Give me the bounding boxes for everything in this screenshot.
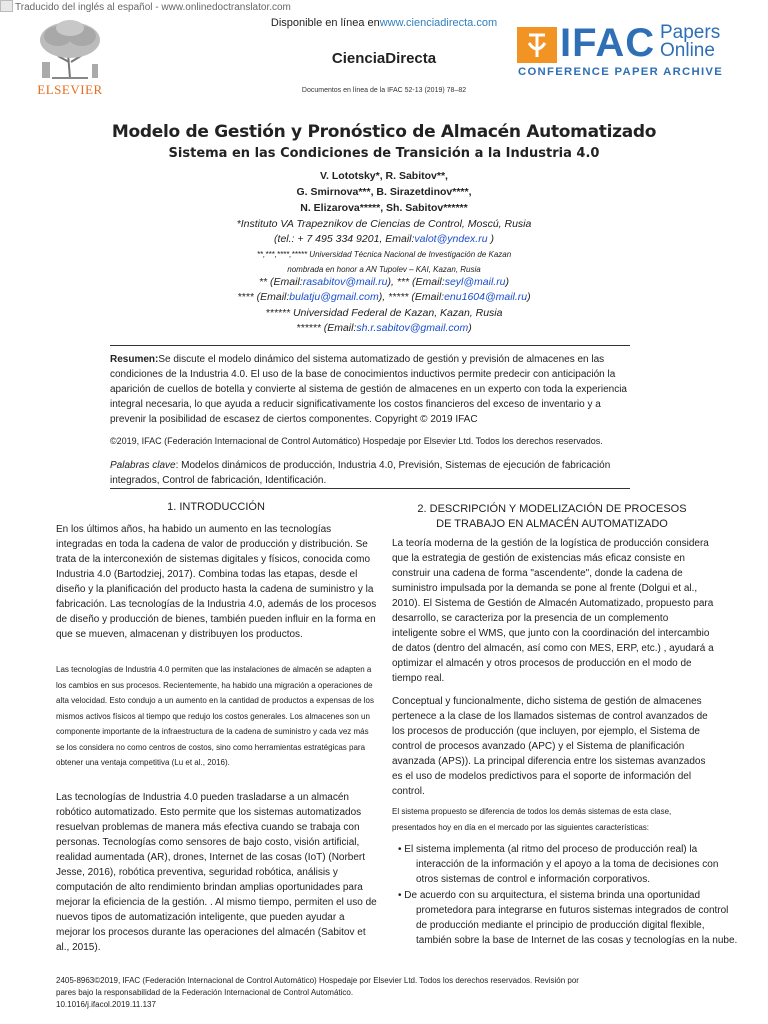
email-link[interactable]: seyl@mail.ru <box>444 276 506 288</box>
ifac-archive-caption: CONFERENCE PAPER ARCHIVE <box>518 66 724 78</box>
email-link[interactable]: sh.r.sabitov@gmail.com <box>356 322 469 334</box>
copyright-line: ©2019, IFAC (Federación Internacional de Control Automático) Hospedaje por Elsevier Ltd. Todos los derechos reservados. <box>110 436 603 446</box>
section-1-paragraph-3: Las tecnologías de Industria 4.0 pueden trasladarse a un almacén robótico automatizado. Esto permite que los sistemas automatizados resuelvan problemas de manera más efectiva cuando se trabaja con personas. Tecnologías como sensores de bajo costo, visión artificial, realidad aumentada (AR), drones, Internet de las cosas (IoT) (Norbert Jesse, 2016), robótica preventiva, seguridad robótica, análisis y computación de alto rendimiento brindan amplias oportunidades para mejorar la eficiencia de la gestión. . Al mismo tiempo, permiten el uso de nuevos tipos de automatización inteligente, que pueden ayudar a mejorar los procesos durante las operaciones del almacén (Sabitov et al., 2015). <box>56 792 377 953</box>
email-link[interactable]: rasabitov@mail.ru <box>302 276 388 288</box>
elsevier-wordmark: ELSEVIER <box>37 82 103 97</box>
email-link[interactable]: valot@yndex.ru <box>414 233 488 245</box>
section-2-heading: 2. DESCRIPCIÓN Y MODELIZACIÓN DE PROCESOS DE TRABAJO EN ALMACÉN AUTOMATIZADO <box>417 503 687 530</box>
affiliation-2: **,***,****,***** Universidad Técnica Nacional de Investigación de Kazan <box>256 250 512 259</box>
section-2-paragraph-1: La teoría moderna de la gestión de la logística de producción considera que la estrategia de gestión de existencias más eficaz consiste en construir una cadena de forma "ascendente", donde la cadena de suministro impulsada por la demanda se pone al frente (Dolgui et al., 2010). El Sistema de Gestión de Almacén Automatizado, propuesto para desarrollo, se caracteriza por la presencia de un complemento inteligente sobre el WMS, que junto con la coordinación del intercambio de datos (dentro del almacén, así como con MES, ERP, etc.) , ayudará a optimizar el almacén y otros procesos de producción en el modo de tiempo real. <box>392 538 714 684</box>
affiliation-1: *Instituto VA Trapeznikov de Ciencias de Control, Moscú, Rusia <box>236 218 532 230</box>
email-link[interactable]: enu1604@mail.ru <box>444 291 528 303</box>
section-1-heading: 1. INTRODUCCIÓN <box>167 501 265 513</box>
list-item: • El sistema implementa (al ritmo del proceso de producción real) la interacción de la información y el apoyo a la toma de decisiones con otros sistemas de control e información corporativos. <box>398 844 719 885</box>
abstract-bottom-rule <box>110 488 630 489</box>
author-list: V. Lototsky*, R. Sabitov**, G. Smirnova***, B. Sirazetdinov****, N. Elizarova*****, Sh. Sabitov****** <box>296 170 472 214</box>
list-item: • De acuerdo con su arquitectura, el sistema brinda una oportunidad prometedora para integrarse en futuros sistemas integrados de control de producción mediante el principio de producción digital flexible, también sobre la base de Internet de las cosas y tecnologías en la nube. <box>398 890 738 946</box>
section-2-paragraph-3: El sistema propuesto se diferencia de todos los demás sistemas de esta clase, presentados hoy en día en el mercado por las siguientes características: <box>392 807 672 832</box>
affiliation-4: ****** Universidad Federal de Kazan, Kazan, Rusia <box>265 307 503 319</box>
translator-bar: Traducido del inglés al español - www.onlinedoctranslator.com <box>0 0 291 13</box>
ifac-wordmark: IFAC <box>560 21 656 65</box>
document-icon <box>0 0 13 12</box>
affiliation-2b: nombrada en honor a AN Tupolev – KAI, Kazan, Rusia <box>287 265 481 274</box>
section-1-paragraph-1: En los últimos años, ha habido un aumento en las tecnologías integradas en toda la cadena de valor de producción y distribución. Se trata de la interconexión de sistemas digitales y físicos, conocida como Industria 4.0 (Bartodziej, 2017). Combina todas las etapas, desde el diseño y la planificación del producto hasta la cadena de suministro y la fabricación. Las tecnologías de la Industria 4.0, además de los procesos de diseño y producción de bienes, también pueden influir en la forma en que se mueven, almacenan y distribuyen los productos. <box>56 524 377 640</box>
paper-subtitle: Sistema en las Condiciones de Transición a la Industria 4.0 <box>168 146 600 161</box>
abstract-top-rule <box>110 345 630 346</box>
affiliation-2-emails: ** (Email:rasabitov@mail.ru), *** (Email:seyl@mail.ru) <box>258 276 510 288</box>
ifac-papers-online: Papers Online <box>660 22 721 61</box>
email-link[interactable]: bulatju@gmail.com <box>289 291 379 303</box>
ifac-emblem-icon <box>517 27 557 63</box>
section-2-paragraph-2: Conceptual y funcionalmente, dicho sistema de gestión de almacenes pertenece a la clase de los llamados sistemas de control avanzados de los procesos de producción (que incluyen, por ejemplo, el Sistema de control de procesos avanzado (APC) y el Sistema de planificación avanzada (APS)). La principal diferencia entre los sistemas avanzados es el uso de modelos predictivos para el soporte de información del control. <box>392 696 708 797</box>
affiliation-1-contact: (tel.: + 7 495 334 9201, Email:valot@yndex.ru ) <box>274 233 494 245</box>
availability-line: Disponible en línea enwww.cienciadirecta.com <box>270 17 498 29</box>
affiliation-3-emails: **** (Email:bulatju@gmail.com), ***** (Email:enu1604@mail.ru) <box>237 291 531 303</box>
page-footer: 2405-8963©2019, IFAC (Federación Internacional de Control Automático) Hospedaje por Elsevier Ltd. Todos los derechos reservados. Revisión por pares bajo la responsabilidad de la Federación Internacional de Control Automático. 10.1016/j.ifacol.2019.11.137 <box>56 976 579 1009</box>
journal-brand: CienciaDirecta <box>331 50 437 67</box>
section-1-paragraph-2: Las tecnologías de Industria 4.0 permiten que las instalaciones de almacén se adapten a los cambios en sus procesos. Recientemente, ha habido una migración a operaciones de alta velocidad. Esto condujo a un aumento en la cantidad de productos a expensas de los mismos activos físicos al tiempo que redujo los costos generales. Los almacenes son un componente importante de la infraestructura de la cadena de suministro y cada vez más se los considera no como centros de costos, sino como herramientas estratégicas para obtener una ventaja competitiva (Lu et al., 2016). <box>56 665 374 767</box>
sciencedirect-link[interactable]: www.cienciadirecta.com <box>379 17 498 29</box>
document-reference: Documentos en línea de la IFAC 52-13 (2019) 78–82 <box>301 87 467 94</box>
abstract: Resumen:Se discute el modelo dinámico del sistema automatizado de gestión y previsión de almacenes en las condiciones de la Industria 4.0. El uso de la base de conocimientos inductivos permite predecir con anticipación la aparición de cuellos de botella y convierte al sistema de gestión de almacenes en un experto con toda la experiencia integral necesaria, lo que ayuda a reducir significativamente los costos financieros del exceso de inventario y a prevenir la posibilidad de escasez de ciertos componentes. Copyright © 2019 IFAC <box>110 354 627 425</box>
affiliation-4-email: ****** (Email:sh.r.sabitov@gmail.com) <box>296 322 472 334</box>
paper-title: Modelo de Gestión y Pronóstico de Almacén Automatizado <box>111 122 657 142</box>
keywords: Palabras clave: Modelos dinámicos de producción, Industria 4.0, Previsión, Sistemas de ejecución de fabricación integrados, Control de fabricación, Identificación. <box>110 460 611 486</box>
